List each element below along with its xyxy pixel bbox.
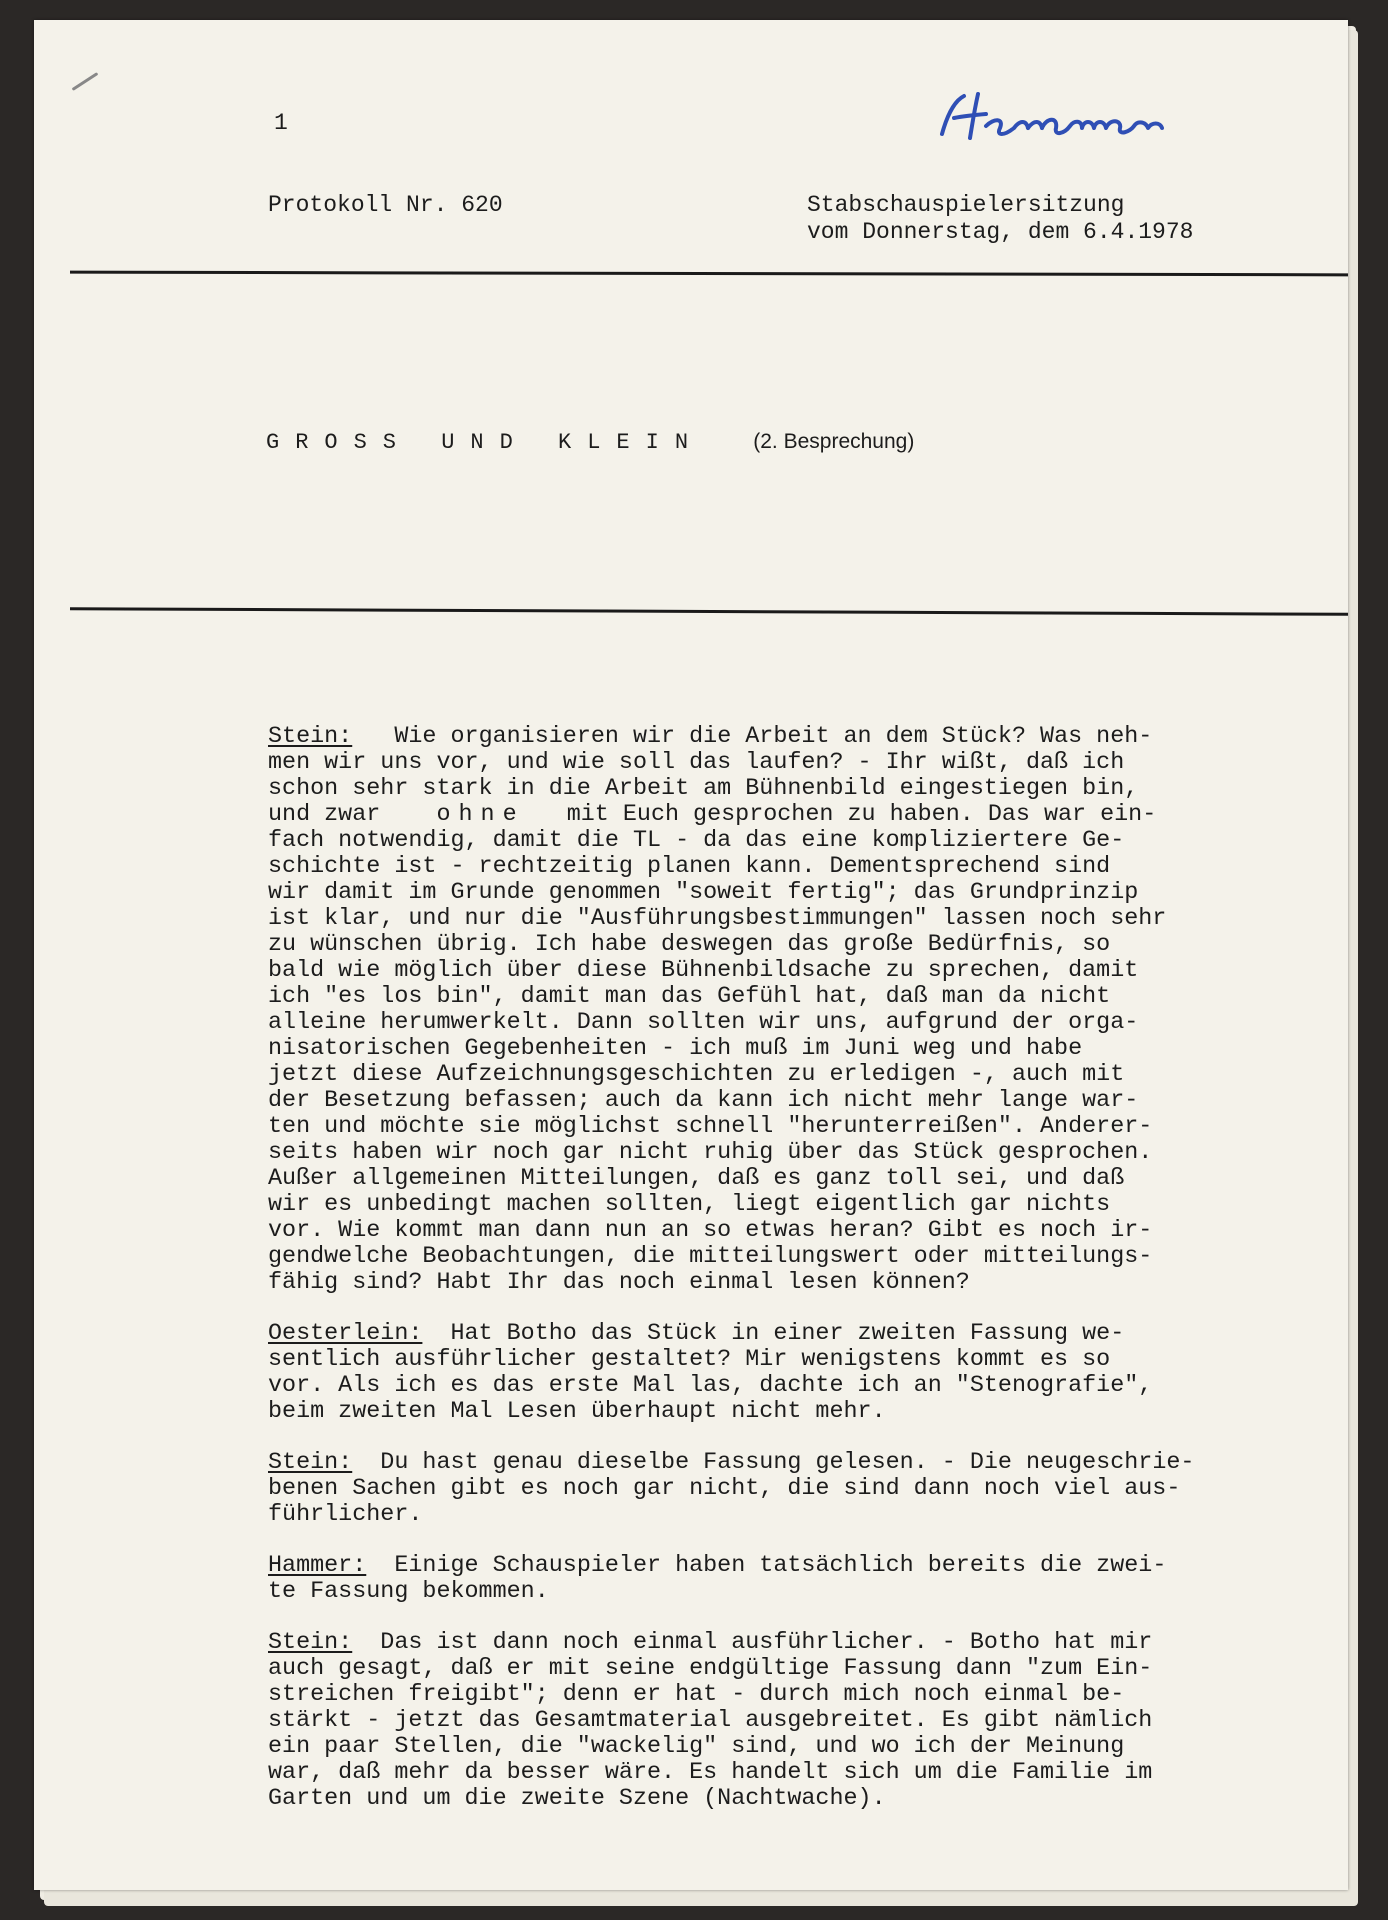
- document-page: [34, 20, 1348, 1890]
- speaker-name: Oesterlein:: [268, 1321, 423, 1347]
- play-title: GROSS UND KLEIN: [266, 430, 705, 455]
- paragraph: Stein: Du hast genau dieselbe Fassung gelesen. - Die neugeschrie- benen Sachen gibt es noch gar nicht, die sind dann noch viel aus- führlicher.: [268, 1450, 1195, 1528]
- speaker-name: Stein:: [268, 724, 353, 750]
- protocol-number: Protokoll Nr. 620: [268, 192, 503, 218]
- paragraph: Stein: Das ist dann noch einmal ausführlicher. - Botho hat mir auch gesagt, daß er mit seine endgültige Fassung dann "zum Ein- streichen freigibt"; denn er hat - durch mich noch einmal be- stärkt - jetzt das Gesamtmaterial ausgebreitet. Es gibt nämlich ein paar Stellen, die "wackelig" sind, und wo ich der Meinung war, daß mehr da besser wäre. Es handelt sich um die Familie im Garten und um die zweite Szene (Nachtwache).: [268, 1630, 1153, 1812]
- session-title: Stabschauspielersitzung: [807, 192, 1125, 218]
- session-date: vom Donnerstag, dem 6.4.1978: [807, 219, 1194, 245]
- speaker-name: Hammer:: [268, 1553, 367, 1579]
- document-title: [266, 430, 914, 455]
- emphasized-word: ohne: [436, 802, 525, 828]
- handwritten-signature: [934, 82, 1174, 152]
- session-info: [807, 192, 1193, 246]
- speaker-name: Stein:: [268, 1630, 353, 1656]
- title-divider: [70, 607, 1348, 616]
- protocol-body: [268, 724, 1338, 1837]
- paragraph: Hammer: Einige Schauspieler haben tatsächlich bereits die zwei- te Fassung bekommen.: [268, 1553, 1167, 1605]
- meeting-subtitle: (2. Besprechung): [753, 430, 915, 453]
- paragraph: Oesterlein: Hat Botho das Stück in einer zweiten Fassung we- sentlich ausführlicher gestaltet? Mir wenigstens kommt es so vor. Als ich es das erste Mal las, dachte ich an "Stenografie", beim zweiten Mal Lesen überhaupt nicht mehr.: [268, 1321, 1153, 1425]
- speaker-name: Stein:: [268, 1450, 353, 1476]
- page-number: 1: [274, 110, 288, 136]
- staple: [72, 72, 99, 91]
- header-divider: [70, 271, 1348, 277]
- paragraph: Stein: Wie organisieren wir die Arbeit an dem Stück? Was neh- men wir uns vor, und wie soll das laufen? - Ihr wißt, daß ich schon sehr stark in die Arbeit am Bühnenbild eingestiegen bin, und zwar ohne mit Euch gesprochen zu haben. Das war ein- fach notwendig, damit die TL - da das eine kompliziertere Ge- schichte ist - rechtzeitig planen kann. Dementsprechend sind wir damit im Grunde genommen "soweit fertig"; das Grundprinzip ist klar, und nur die "Ausführungsbestimmungen" lassen noch sehr zu wünschen übrig. Ich habe deswegen das große Bedürfnis, so bald wie möglich über diese Bühnenbildsache zu sprechen, damit ich "es los bin", damit man das Gefühl hat, daß man da nicht alleine herumwerkelt. Dann sollten wir uns, aufgrund der orga- nisatorischen Gegebenheiten - ich muß im Juni weg und habe jetzt diese Aufzeichnungsgeschichten zu erledigen -, auch mit der Besetzung befassen; auch da kann ich nicht mehr lange war- ten und möchte sie möglichst schnell "herunterreißen". Anderer- seits haben wir noch gar nicht ruhig über das Stück gesprochen. Außer allgemeinen Mitteilungen, daß es ganz toll sei, und daß wir es unbedingt machen sollten, liegt eigentlich gar nichts vor. Wie kommt man dann nun an so etwas heran? Gibt es noch ir- gendwelche Beobachtungen, die mitteilungswert oder mitteilungs- fähig sind? Habt Ihr das noch einmal lesen können?: [268, 724, 1167, 1296]
